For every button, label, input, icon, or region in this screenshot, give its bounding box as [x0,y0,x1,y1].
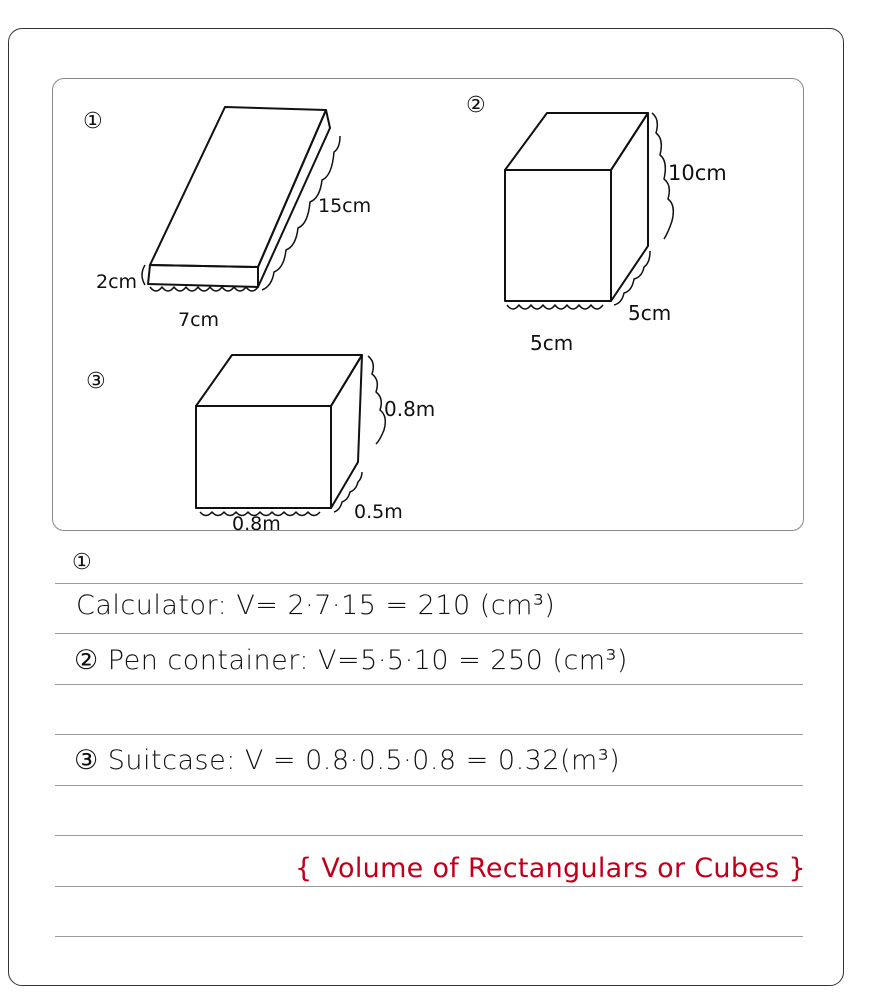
figure-1-calculator [142,107,340,291]
figure-1-width-label: 7cm [178,309,220,331]
figure-1-number: ① [83,109,103,134]
solution-1-number: ① [72,550,93,575]
figure-1-length-label: 15cm [318,195,372,217]
figure-3-number: ③ [86,369,106,394]
figure-2-depth-label: 5cm [628,301,672,325]
solution-3-suitcase: ③ Suitcase: V = 0.8·0.5·0.8 = 0.32(m³) [74,745,621,776]
ruled-line [55,886,803,887]
figure-2-height-label: 10cm [668,161,727,185]
summary-note: { Volume of Rectangulars or Cubes } [295,853,806,884]
figure-3-suitcase [196,355,385,516]
figure-3-height-label: 0.8m [384,397,436,421]
figure-3-depth-label: 0.5m [354,501,403,523]
figure-2-pen-container [505,113,673,309]
solution-1-calculator: Calculator: V= 2·7·15 = 210 (cm³) [76,590,556,621]
figure-1-height-label: 2cm [96,271,138,293]
figure-2-number: ② [466,93,486,118]
ruled-line [55,684,803,685]
ruled-line [55,583,803,584]
ruled-line [55,633,803,634]
ruled-line [55,785,803,786]
ruled-line [55,734,803,735]
figure-3-width-label: 0.8m [232,513,281,535]
solution-2-pen-container: ② Pen container: V=5·5·10 = 250 (cm³) [74,645,628,676]
ruled-line [55,835,803,836]
ruled-line [55,936,803,937]
figure-2-width-label: 5cm [530,331,574,355]
